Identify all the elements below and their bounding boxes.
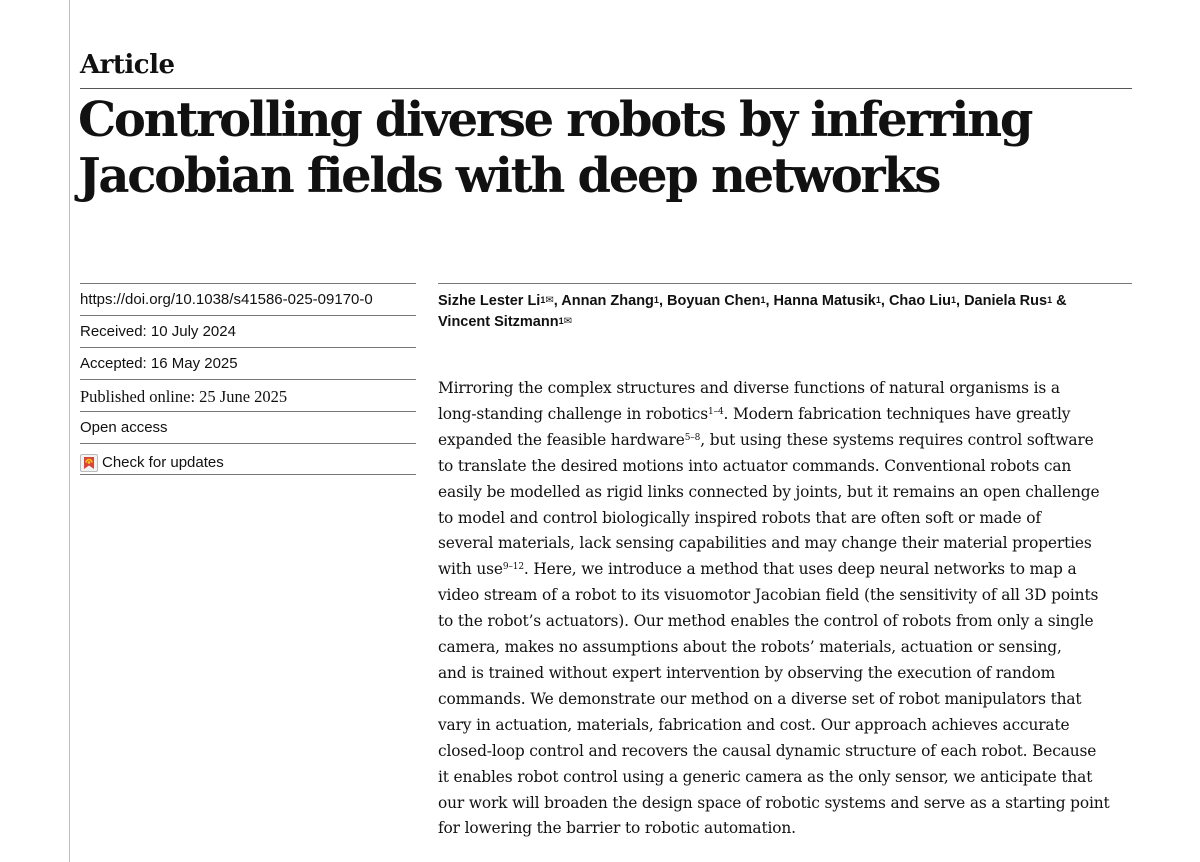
abstract-line: to translate the desired motions into actuator commands. Conventional robots can <box>438 456 1072 475</box>
citation-reference[interactable]: 1–4 <box>708 406 724 417</box>
open-access-label: Open access <box>80 411 416 443</box>
abstract <box>438 376 1138 842</box>
published-date: Published online: 25 June 2025 <box>80 379 416 411</box>
abstract-line: closed-loop control and recovers the causal dynamic structure of each robot. Because <box>438 741 1097 760</box>
accepted-date: Accepted: 16 May 2025 <box>80 347 416 379</box>
author-separator: , <box>765 293 774 309</box>
affiliation-marker: 1✉ <box>558 316 572 327</box>
author-list <box>438 291 1132 333</box>
abstract-line: Mirroring the complex structures and diverse functions of natural organisms is a <box>438 379 1060 397</box>
check-for-updates-button[interactable] <box>80 443 416 475</box>
affiliation-marker: 1 <box>950 295 956 305</box>
abstract-line: expanded the feasible hardware$^{5-8}$, but using these systems requires control software <box>438 430 1094 449</box>
title-line: Controlling diverse robots by inferring <box>78 92 1032 148</box>
author-separator: , <box>658 293 667 309</box>
check-for-updates-label: Check for updates <box>102 454 224 471</box>
author-name: Sizhe Lester Li <box>438 293 541 309</box>
author-name: Boyuan Chen <box>667 293 761 309</box>
author[interactable] <box>889 293 956 309</box>
article-title <box>78 92 1138 204</box>
affiliation-marker: 1 <box>875 295 881 305</box>
abstract-line: and is trained without expert intervention by observing the execution of random <box>438 663 1056 682</box>
abstract-line: video stream of a robot to its visuomotor Jacobian field (the sensitivity of all 3D points <box>438 586 1099 605</box>
author-name: Vincent Sitzmann <box>438 314 559 330</box>
author-separator: & <box>1052 293 1067 309</box>
author[interactable] <box>438 314 572 330</box>
author[interactable] <box>774 293 881 309</box>
affiliation-marker: 1 <box>1047 295 1053 305</box>
citation-reference[interactable]: 5–8 <box>684 432 701 443</box>
abstract-line: camera, makes no assumptions about the robots’ materials, actuation or sensing, <box>438 638 1062 657</box>
received-date: Received: 10 July 2024 <box>80 315 416 347</box>
author-name: Annan Zhang <box>561 293 654 309</box>
author-separator: , <box>880 293 889 309</box>
title-line: Jacobian fields with deep networks <box>78 148 940 204</box>
doi-link[interactable]: https://doi.org/10.1038/s41586-025-09170-0 <box>80 283 416 315</box>
author[interactable] <box>964 293 1052 309</box>
header-rule <box>80 88 1132 89</box>
abstract-line: commands. We demonstrate our method on a diverse set of robot manipulators that <box>438 689 1082 708</box>
envelope-icon[interactable]: ✉ <box>545 295 554 306</box>
abstract-line: with use$^{9-12}$. Here, we introduce a method that uses deep neural networks to map a <box>438 560 1077 579</box>
abstract-line: easily be modelled as rigid links connected by joints, but it remains an open challenge <box>438 482 1100 501</box>
affiliation-marker: 1 <box>760 295 766 305</box>
author-separator: , <box>553 293 562 309</box>
abstract-line: long-standing challenge in robotics$^{1-4}$. Modern fabrication techniques have greatly <box>438 404 1071 423</box>
envelope-icon[interactable]: ✉ <box>563 316 572 327</box>
authors-rule <box>438 283 1132 284</box>
author[interactable] <box>438 293 554 309</box>
page-edge-line <box>69 0 70 862</box>
abstract-line: vary in actuation, materials, fabrication and cost. Our approach achieves accurate <box>438 715 1070 734</box>
author[interactable] <box>667 293 765 309</box>
abstract-line: it enables robot control using a generic camera as the only sensor, we anticipate that <box>438 767 1093 786</box>
affiliation-marker: 1✉ <box>540 295 554 306</box>
author-name: Daniela Rus <box>964 293 1048 309</box>
abstract-line: for lowering the barrier to robotic automation. <box>438 819 796 838</box>
citation-reference[interactable]: 9–12 <box>502 562 524 573</box>
abstract-line: our work will broaden the design space of robotic systems and serve as a starting point <box>438 793 1110 812</box>
check-for-updates-icon <box>80 454 98 472</box>
author-name: Hanna Matusik <box>773 293 876 309</box>
abstract-line: to the robot’s actuators). Our method enables the control of robots from only a single <box>438 612 1094 631</box>
author[interactable] <box>561 293 659 309</box>
abstract-line: several materials, lack sensing capabilities and may change their material properties <box>438 534 1092 553</box>
article-info-sidebar <box>80 283 416 475</box>
author-name: Chao Liu <box>888 293 951 309</box>
abstract-line: to model and control biologically inspired robots that are often soft or made of <box>438 508 1041 527</box>
article-type-label: Article <box>80 50 175 80</box>
author-separator: , <box>956 293 965 309</box>
affiliation-marker: 1 <box>653 295 659 305</box>
